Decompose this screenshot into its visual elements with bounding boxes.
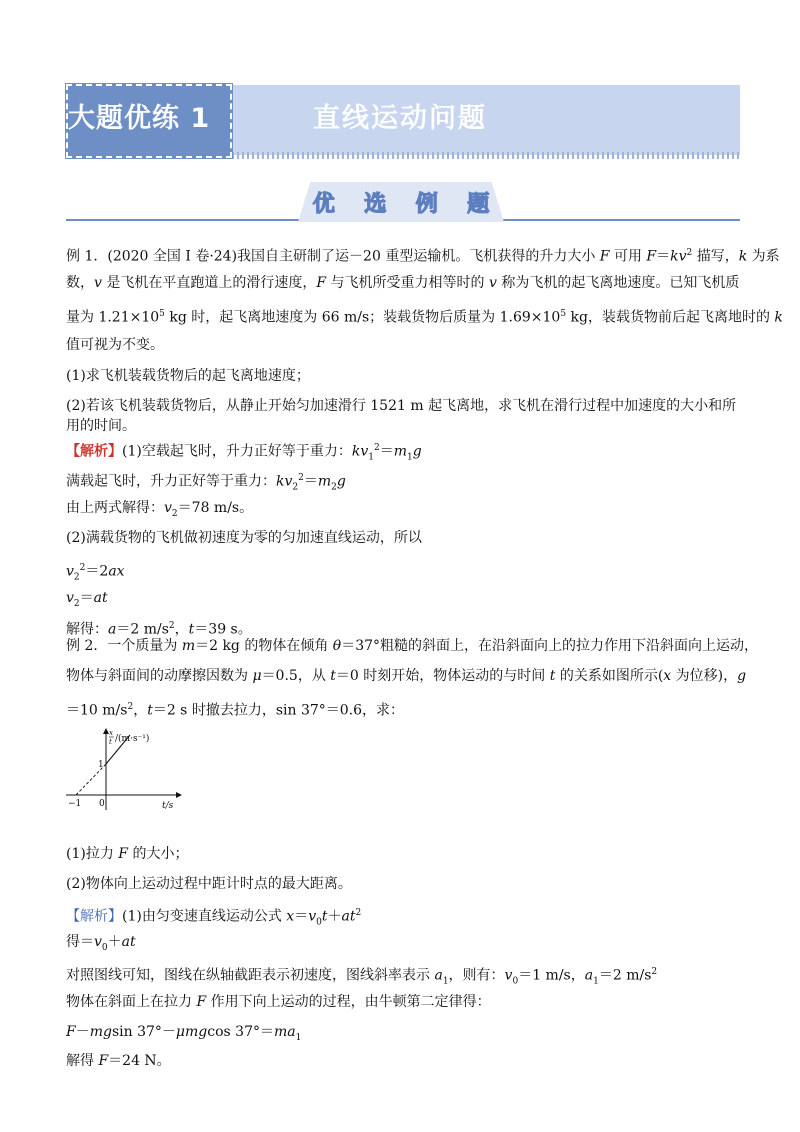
ex1-question-1: (1)求飞机装载货物后的起飞离地速度； [66,368,310,384]
x-over-t-graph [64,726,194,811]
ex2-line-1: 例 2．一个质量为 m＝2 kg 的物体在倾角 θ＝37°粗糙的斜面上，在沿斜面向上的拉力作用下沿斜面向上运动， [66,638,759,654]
ex2-line-2: 物体与斜面间的动摩擦因数为 μ＝0.5，从 t＝0 时刻开始，物体运动的与时间 t 的关系如图所示(x 为位移)，g [66,668,747,684]
analysis-tag-2: 【解析】 [66,908,122,925]
y-axis-label-x: x [109,729,113,737]
sol1-eq-1: $v_2^2=2ax$ [66,563,125,583]
sol2-line-3: 对照图线可知，图线在纵轴截距表示初速度，图线斜率表示 $a_1$，则有：$v_0=1$ m/s，$a_1=2$ $m/s^2$ [66,967,658,987]
ex1-line-1: 例 1．(2020 全国 I 卷·24)我国自主研制了运－20 重型运输机。飞机获得的升力大小 F 可用 $F=kv^2$ 描写，k 为系 [66,248,780,265]
sol2-line-2: 得$=v_0+at$ [66,934,136,953]
sol1-line-2: 满载起飞时，升力正好等于重力：$kv_2^2=m_2g$ [66,473,346,493]
section-heading-char: 选 [364,191,387,217]
y-axis-label-t: t [109,738,112,746]
sol1-line-1: 【解析】(1)空载起飞时，升力正好等于重力：$kv_1^2=m_1g$ [66,443,422,463]
tick-y-1: 1 [98,760,104,770]
ex1-line-4: 值可视为不变。 [66,337,164,353]
series-label: 大题优练 1 [68,103,211,134]
sol1-result: 解得：a＝2 $m/s^2$，t＝39 s。 [66,621,252,638]
ex2-question-2: (2)物体向上运动过程中距计时点的最大距离。 [66,876,352,892]
sol2-eq: F－mgsin 37°－μmgcos $37^\circ=ma_1$ [66,1024,302,1043]
ex2-line-3: ＝10 $m/s^2$，t＝2 s 时撤去拉力，sin 37°＝0.6，求： [66,702,405,719]
ex2-question-1: (1)拉力 F 的大小； [66,846,189,862]
section-heading-char: 题 [467,191,490,217]
sol2-line-1: 【解析】(1)由匀变速直线运动公式 $x=v_0t+at^2$ [66,908,362,928]
y-axis-label: /(m·s⁻¹) [115,734,150,744]
analysis-tag: 【解析】 [66,443,122,460]
sol2-line-4: 物体在斜面上在拉力 F 作用下向上运动的过程，由牛顿第二定律得： [66,994,491,1010]
origin-label: 0 [99,799,105,809]
sol2-result: 解得 F＝24 N。 [66,1053,171,1069]
header-banner-dots [232,152,740,159]
ex1-line-3: 量为 $1.21\times 10^5$ kg 时，起飞离地速度为 66 m/s；装载货物后质量为 $1.69\times 10^5$ kg，装载货物前后起飞离地时的 k [66,309,783,326]
x-axis-label: t/s [162,801,174,811]
section-heading-char: 例 [415,191,438,217]
graph-svg [64,726,194,811]
x-axis-arrow [176,792,182,798]
ex1-question-2: (2)若该飞机装载货物后，从静止开始匀加速滑行 1521 m 起飞离地，求飞机在滑行过程中加速度的大小和所 [66,398,737,414]
tick-x-neg1: −1 [68,799,82,809]
ex1-question-2-cont: 用的时间。 [66,418,136,434]
sol1-eq-2: $v_2=at$ [66,590,108,609]
sol1-line-3: 由上两式解得：$v_2=78$ m/s。 [66,500,254,519]
topic-title: 直线运动问题 [313,103,487,134]
ex1-line-2: 数，v 是飞机在平直跑道上的滑行速度，F 与飞机所受重力相等时的 v 称为飞机的起飞离地速度。已知飞机质 [66,275,740,291]
section-heading-char: 优 [312,191,335,217]
sol1-line-4: (2)满载货物的飞机做初速度为零的匀加速直线运动，所以 [66,530,422,546]
section-heading [298,182,504,222]
